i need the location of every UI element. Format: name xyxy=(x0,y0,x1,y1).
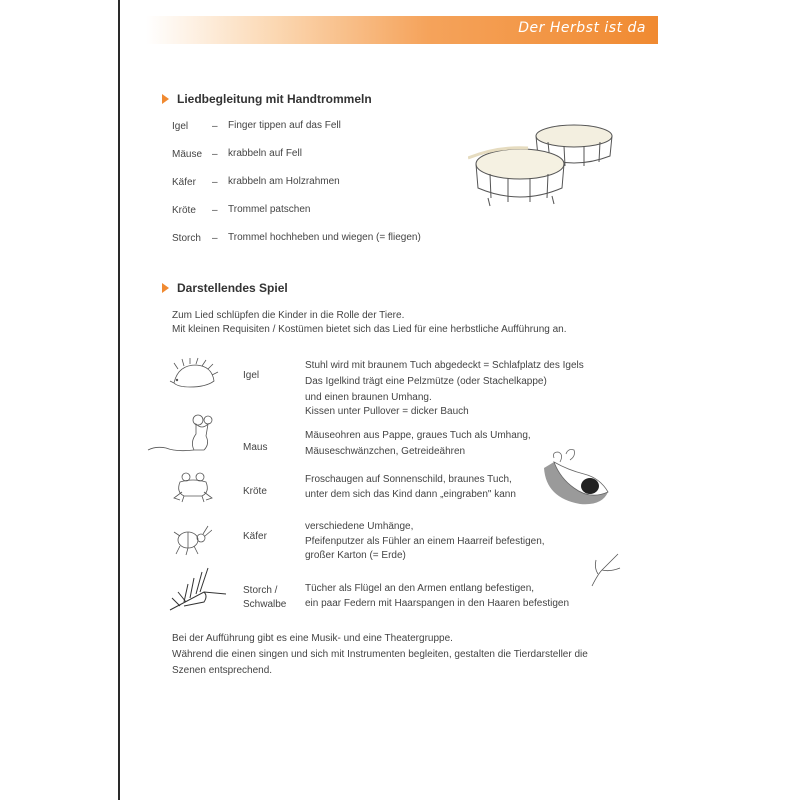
drum-action: krabbeln am Holzrahmen xyxy=(228,176,340,187)
beetle-icon xyxy=(172,524,212,556)
dash: – xyxy=(212,121,218,132)
role-line: verschiedene Umhänge, xyxy=(305,521,414,532)
drum-action: krabbeln auf Fell xyxy=(228,148,302,159)
header-bar xyxy=(146,16,658,44)
role-line: ein paar Federn mit Haarspangen in den Haaren befestigen xyxy=(305,598,570,609)
hedgehog-icon xyxy=(168,357,220,391)
hand-drum-icon xyxy=(468,118,620,210)
animal-label: Kröte xyxy=(172,205,196,216)
intro-line: Mit kleinen Requisiten / Kostümen bietet sich das Lied für eine herbstliche Aufführung an. xyxy=(172,324,567,335)
role-name: Käfer xyxy=(243,531,267,542)
closing-line: Szenen entsprechend. xyxy=(172,665,273,676)
toad-icon xyxy=(170,470,216,504)
closing-line: Bei der Aufführung gibt es eine Musik- und eine Theatergruppe. xyxy=(172,633,453,644)
role-line: großer Karton (= Erde) xyxy=(305,550,406,561)
sun-visor-icon xyxy=(540,448,610,510)
stork-icon xyxy=(164,566,228,616)
role-name: Maus xyxy=(243,442,268,453)
animal-label: Käfer xyxy=(172,177,196,188)
drum-action: Trommel patschen xyxy=(228,204,311,215)
role-line: Tücher als Flügel an den Armen entlang befestigen, xyxy=(305,583,535,594)
arrow-bullet-icon xyxy=(162,94,169,104)
mouse-icon xyxy=(146,410,218,458)
role-name: Schwalbe xyxy=(243,599,287,610)
role-line: Stuhl wird mit braunem Tuch abgedeckt = Schlafplatz des Igels xyxy=(305,360,584,371)
section-heading-drums: Liedbegleitung mit Handtrommeln xyxy=(162,92,372,106)
role-line: Mäuseschwänzchen, Getreideähren xyxy=(305,446,466,457)
role-line: Pfeifenputzer als Fühler an einem Haarreif befestigen, xyxy=(305,536,545,547)
drum-action: Finger tippen auf das Fell xyxy=(228,120,341,131)
role-line: Mäuseohren aus Pappe, graues Tuch als Umhang, xyxy=(305,430,531,441)
animal-label: Storch xyxy=(172,233,201,244)
page-edge xyxy=(118,0,120,800)
dash: – xyxy=(212,149,218,160)
role-name: Storch / xyxy=(243,585,278,596)
dash: – xyxy=(212,177,218,188)
drum-action: Trommel hochheben und wiegen (= fliegen) xyxy=(228,232,421,243)
dash: – xyxy=(212,205,218,216)
role-name: Igel xyxy=(243,370,260,381)
intro-line: Zum Lied schlüpfen die Kinder in die Rolle der Tiere. xyxy=(172,310,405,321)
role-name: Kröte xyxy=(243,486,267,497)
role-line: Kissen unter Pullover = dicker Bauch xyxy=(305,406,469,417)
header-title: Der Herbst ist da xyxy=(518,20,646,36)
dash: – xyxy=(212,233,218,244)
swallow-icon xyxy=(588,552,622,588)
animal-label: Igel xyxy=(172,121,189,132)
animal-label: Mäuse xyxy=(172,149,203,160)
closing-line: Während die einen singen und sich mit Instrumenten begleiten, gestalten die Tierdarsteller die xyxy=(172,649,588,660)
role-line: und einen braunen Umhang. xyxy=(305,392,432,403)
role-line: Das Igelkind trägt eine Pelzmütze (oder Stachelkappe) xyxy=(305,376,547,387)
role-line: Froschaugen auf Sonnenschild, braunes Tuch, xyxy=(305,474,512,485)
arrow-bullet-icon xyxy=(162,283,169,293)
section-heading-play: Darstellendes Spiel xyxy=(162,281,288,295)
role-line: unter dem sich das Kind dann „eingraben" kann xyxy=(305,489,516,500)
